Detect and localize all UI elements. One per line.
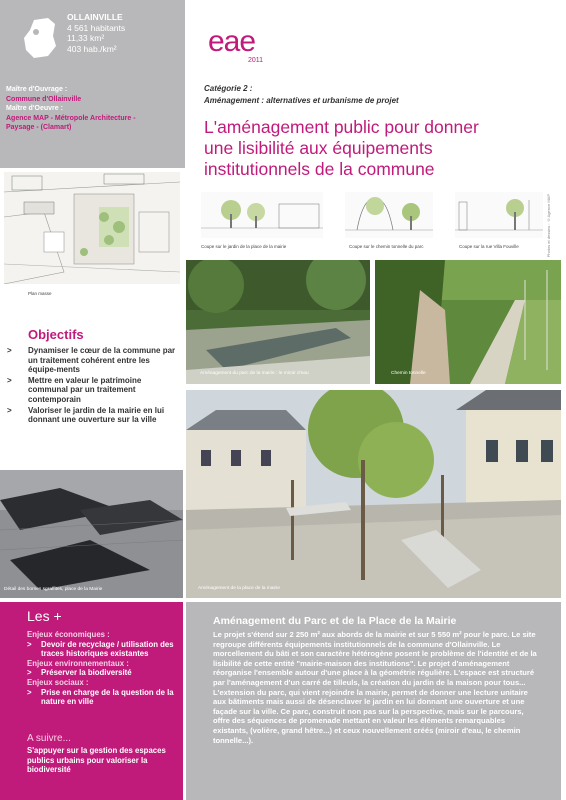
photo2-caption: Chemin tonnelle xyxy=(391,371,426,376)
enjeux-soc-item: > Prise en charge de la question de la nature en ville xyxy=(27,688,179,707)
photo3-caption: Aménagement de la place de la mairie xyxy=(198,586,280,591)
objectif-item: > Mettre en valeur le patrimoine communal par un traitement contemporain xyxy=(4,376,176,405)
page-title xyxy=(204,117,554,180)
commune-superficie: 11,33 km² xyxy=(67,33,105,43)
photo4-caption: Détail des bornes sgraffites, place de la Mairie xyxy=(4,587,103,592)
title-line1: L'aménagement public pour donner xyxy=(204,117,479,137)
category xyxy=(204,83,399,107)
moe-value-2: Paysage - (Clamart) xyxy=(6,124,72,131)
objectifs-list xyxy=(4,346,176,426)
title-line2: une lisibilité aux équipements xyxy=(204,138,433,158)
photo-miroir-deau xyxy=(186,260,370,384)
objectif-item: > Dynamiser le cœur de la commune par un traitement cohérent entre les équipe-ments xyxy=(4,346,176,375)
coupe1-caption: Coupe sur le jardin de la place de la mairie xyxy=(201,244,287,249)
plan-masse-caption: Plan masse xyxy=(28,291,52,296)
photo-credit: Photos et dessins : ©Agence MAP xyxy=(546,194,551,258)
enjeux-eco-label: Enjeux économiques : xyxy=(27,630,110,639)
logo-year: 2011 xyxy=(248,57,264,64)
moa-label: Maître d'Ouvrage : xyxy=(6,86,68,93)
objectif-item: > Valoriser le jardin de la mairie en lui donnant une ouverture sur la ville xyxy=(4,406,176,425)
commune-name: OLLAINVILLE xyxy=(67,12,123,22)
les-plus-title: Les + xyxy=(27,608,62,624)
enjeux-eco-item: > Devoir de recyclage / utilisation des traces historiques existantes xyxy=(27,640,179,659)
ouvrage-info xyxy=(6,85,136,133)
title-line3: institutionnels de la commune xyxy=(204,159,435,179)
photo-bornes xyxy=(0,470,183,598)
commune-map-icon xyxy=(24,18,56,58)
moe-label: Maître d'Oeuvre : xyxy=(6,105,63,112)
enjeux-env-item: > Préserver la biodiversité xyxy=(27,668,179,678)
category-line2: Aménagement : alternatives et urbanisme de projet xyxy=(204,96,399,105)
plan-masse-drawing xyxy=(4,172,180,284)
coupe2-caption: Coupe sur le chemin tonnelle du parc xyxy=(349,244,424,249)
category-line1: Catégorie 2 : xyxy=(204,84,253,93)
moa-value: Commune d'Ollainville xyxy=(6,95,82,103)
commune-habitants: 4 561 habitants xyxy=(67,22,126,33)
commune-densite: 403 hab./km² xyxy=(67,43,117,54)
coupe-rue-drawing xyxy=(455,192,543,238)
photo-place-mairie xyxy=(186,390,561,598)
les-plus-body xyxy=(27,630,179,707)
amenagement-body: Le projet s'étend sur 2 250 m² aux abords de la mairie et sur 5 550 m² pour le parc. Le site regroupe différents équipements institutionnels de la commune d'Ollainville. Le morcellement du bâti et son caractère hétérogène posent le problème de l'identité et de la lisibilité de cette entité "mairie-maison des institutions". Le projet d'aménagement réorganise l'ensemble autour d'une place à la géométrie régulière. L'espace est structuré par l'aménagement d'un carré de tilleuls, la création du jardin de la maison pour tous... L'extension du parc, qui vient rejoindre la mairie, permet de donner une lecture unitaire aux bâtiments mais aussi de désenclaver le jardin en lui donnant une ouverture et une façade sur la ville. Ce parc, construit non pas sur la perspective, mais sur le parcours, offre des séquences de promenade mettant en valeur les éléments remarquables existants, (volière, grand hêtre...) et ceux nouvellement créés (miroir d'eau, le chemin tonnelle...). xyxy=(213,630,537,745)
enjeux-env-label: Enjeux environnementaux : xyxy=(27,658,129,668)
photo-chemin-tonnelle xyxy=(375,260,561,384)
commune-stats xyxy=(67,12,125,54)
a-suivre-title: A suivre... xyxy=(27,733,71,744)
coupe-chemin-drawing xyxy=(345,192,433,238)
a-suivre-body: S'appuyer sur la gestion des espaces publics urbains pour valoriser la biodiversité xyxy=(27,746,166,775)
coupe-jardin-drawing xyxy=(201,192,323,238)
coupe3-caption: Coupe sur la rue Villa Fouville xyxy=(459,244,519,249)
enjeux-soc-label: Enjeux sociaux : xyxy=(27,677,89,687)
photo1-caption: Aménagement du parc de la mairie : le miroir d'eau xyxy=(200,371,309,376)
moe-value-1: Agence MAP - Métropole Architecture - xyxy=(6,114,136,122)
amenagement-title: Aménagement du Parc et de la Place de la Mairie xyxy=(213,615,457,627)
logo-text: eae xyxy=(208,25,256,58)
objectifs-title: Objectifs xyxy=(28,327,84,342)
